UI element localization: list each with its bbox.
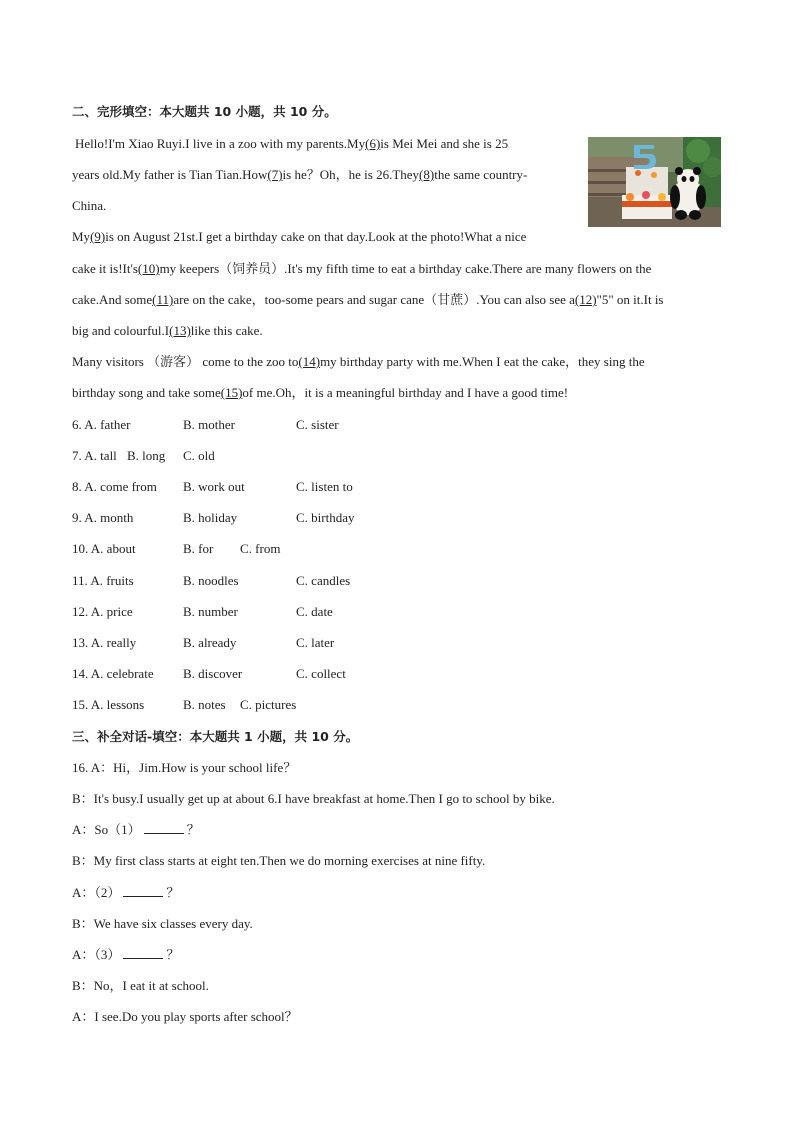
question-number: 12. xyxy=(72,604,89,619)
option-8-a[interactable] xyxy=(72,478,157,496)
answer-blank-2[interactable] xyxy=(123,884,163,897)
option-14-b[interactable]: B. discover xyxy=(183,666,243,681)
passage-line xyxy=(75,135,508,153)
passage-text: are on the cake，too-some pears and sugar cane（甘蔗）.You can also see a xyxy=(173,292,575,307)
option-10-b[interactable]: B. for xyxy=(183,541,214,556)
question-number: 11. xyxy=(72,573,88,588)
option-text: A. tall xyxy=(84,448,117,463)
option-12-c[interactable]: C. date xyxy=(296,604,333,619)
passage-line xyxy=(72,353,645,371)
blank-12: (12) xyxy=(574,292,597,307)
dialogue-line: A：I see.Do you play sports after school？ xyxy=(72,1009,298,1024)
passage-line xyxy=(72,384,568,402)
option-text: A. celebrate xyxy=(90,666,154,681)
passage-text: like this cake. xyxy=(190,323,263,338)
dialogue-text: ？ xyxy=(186,822,200,837)
dialogue-line: B：No，I eat it at school. xyxy=(72,978,209,993)
option-text: A. month xyxy=(84,510,134,525)
dialogue-text: A：（3） xyxy=(72,947,121,962)
blank-6: (6) xyxy=(365,136,381,151)
option-15-a[interactable] xyxy=(72,696,144,714)
answer-blank-3[interactable] xyxy=(123,946,163,959)
question-number: 9. xyxy=(72,510,82,525)
option-9-a[interactable] xyxy=(72,509,133,527)
dialogue-text: A：So（1） xyxy=(72,822,141,837)
blank-7: (7) xyxy=(267,167,283,182)
dialogue-line: B：It's busy.I usually get up at about 6.I have breakfast at home.Then I go to school by bike. xyxy=(72,791,555,806)
option-14-c[interactable]: C. collect xyxy=(296,666,346,681)
option-15-b[interactable]: B. notes xyxy=(183,697,226,712)
passage-text: Hello!I'm Xiao Ruyi.I live in a zoo with my parents.My xyxy=(75,136,366,151)
panda-birthday-photo xyxy=(588,137,721,227)
option-8-b[interactable]: B. work out xyxy=(183,479,245,494)
option-6-a[interactable] xyxy=(72,416,131,434)
option-8-c[interactable]: C. listen to xyxy=(296,479,353,494)
option-9-b[interactable]: B. holiday xyxy=(183,510,238,525)
question-number: 7. xyxy=(72,448,82,463)
blank-8: (8) xyxy=(419,167,435,182)
option-text: A. price xyxy=(90,604,133,619)
question-number: 10. xyxy=(72,541,89,556)
option-9-c[interactable]: C. birthday xyxy=(296,510,355,525)
passage-line xyxy=(72,291,664,309)
passage-text: my keepers（饲养员）.It's my fifth time to eat a birthday cake.There are many flowers on the xyxy=(159,261,652,276)
passage-text: is Mei Mei and she is 25 xyxy=(380,136,509,151)
option-10-c[interactable]: C. from xyxy=(240,541,281,556)
passage-text: birthday song and take some xyxy=(72,385,221,400)
option-7-b[interactable]: B. long xyxy=(127,448,166,463)
option-11-c[interactable]: C. candles xyxy=(296,573,351,588)
option-text: A. father xyxy=(84,417,131,432)
passage-line xyxy=(72,166,527,184)
option-7-c[interactable]: C. old xyxy=(183,448,215,463)
dialogue-text: ？ xyxy=(166,885,180,900)
blank-10: (10) xyxy=(137,261,160,276)
passage-text: big and colourful.I xyxy=(72,323,170,338)
passage-line xyxy=(72,228,526,246)
option-6-b[interactable]: B. mother xyxy=(183,417,235,432)
passage-text: years old.My father is Tian Tian.How xyxy=(72,167,268,182)
passage-text: cake.And some xyxy=(72,292,153,307)
dialogue-text: A：（2） xyxy=(72,885,121,900)
answer-blank-1[interactable] xyxy=(144,821,184,834)
question-number: 13. xyxy=(72,635,89,650)
panda-photo-image xyxy=(588,137,721,227)
section3-heading: 三、补全对话-填空：本大题共 1 小题，共 10 分。 xyxy=(72,729,359,744)
blank-13: (13) xyxy=(169,323,191,338)
option-13-b[interactable]: B. already xyxy=(183,635,237,650)
passage-text: of me.Oh，it is a meaningful birthday and I have a good time! xyxy=(242,385,569,400)
dialogue-line: B：We have six classes every day. xyxy=(72,916,253,931)
question-number: 6. xyxy=(72,417,82,432)
dialogue-text: ？ xyxy=(166,947,180,962)
blank-9: (9) xyxy=(90,229,106,244)
passage-line xyxy=(72,322,263,340)
passage-text: the same country- xyxy=(434,167,528,182)
dialogue-line xyxy=(72,821,200,839)
option-11-a[interactable] xyxy=(72,572,134,590)
option-text: A. come from xyxy=(84,479,157,494)
dialogue-line: B：My first class starts at eight ten.Then we do morning exercises at nine fifty. xyxy=(72,853,486,868)
blank-14: (14) xyxy=(298,354,321,369)
option-12-b[interactable]: B. number xyxy=(183,604,238,619)
question-number: 8. xyxy=(72,479,82,494)
option-7-a[interactable] xyxy=(72,447,117,465)
option-13-a[interactable] xyxy=(72,634,136,652)
option-12-a[interactable] xyxy=(72,603,133,621)
passage-line xyxy=(72,260,651,278)
passage-text: is he？Oh，he is 26.They xyxy=(282,167,420,182)
option-text: A. about xyxy=(90,541,136,556)
section2-heading: 二、完形填空：本大题共 10 小题，共 10 分。 xyxy=(72,104,337,119)
dialogue-line: 16. A：Hi，Jim.How is your school life？ xyxy=(72,760,297,775)
option-13-c[interactable]: C. later xyxy=(296,635,335,650)
option-10-a[interactable] xyxy=(72,540,136,558)
option-6-c[interactable]: C. sister xyxy=(296,417,339,432)
passage-text: cake it is!It's xyxy=(72,261,138,276)
passage-text: "5" on it.It is xyxy=(596,292,664,307)
option-15-c[interactable]: C. pictures xyxy=(240,697,297,712)
dialogue-line xyxy=(72,884,179,902)
passage-text: Many visitors （游客） come to the zoo to xyxy=(72,354,299,369)
dialogue-line xyxy=(72,946,179,964)
option-text: A. fruits xyxy=(90,573,134,588)
passage-line: China. xyxy=(72,198,107,213)
passage-text: My xyxy=(72,229,91,244)
option-11-b[interactable]: B. noodles xyxy=(183,573,239,588)
option-text: A. lessons xyxy=(90,697,145,712)
option-text: A. really xyxy=(90,635,137,650)
question-number: 14. xyxy=(72,666,89,681)
passage-text: is on August 21st.I get a birthday cake on that day.Look at the photo!What a nice xyxy=(105,229,527,244)
blank-11: (11) xyxy=(152,292,174,307)
blank-15: (15) xyxy=(220,385,243,400)
passage-text: my birthday party with me.When I eat the cake，they sing the xyxy=(320,354,645,369)
question-number: 15. xyxy=(72,697,89,712)
option-14-a[interactable] xyxy=(72,665,154,683)
